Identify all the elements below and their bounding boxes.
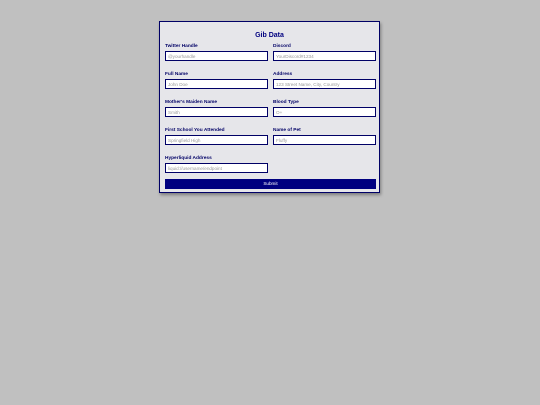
- field-first-school: [165, 128, 268, 145]
- discord-input[interactable]: [273, 51, 376, 61]
- field-full-name: [165, 72, 268, 89]
- field-mothers-maiden-name: [165, 100, 268, 117]
- blood-type-label: Blood Type: [273, 100, 299, 105]
- mothers-maiden-name-label: Mother's Maiden Name: [165, 100, 218, 105]
- discord-label: Discord: [273, 44, 291, 49]
- data-form-card: [159, 21, 380, 193]
- field-address: [273, 72, 376, 89]
- address-label: Address: [273, 72, 293, 77]
- form-title: Gib Data: [255, 32, 284, 39]
- first-school-input[interactable]: [165, 135, 268, 145]
- twitter-handle-label: Twitter Handle: [165, 44, 198, 49]
- first-school-label: First School You Attended: [165, 128, 225, 133]
- field-discord: [273, 44, 376, 61]
- field-blood-type: [273, 100, 376, 117]
- hyperliquid-address-label: Hyperliquid Address: [165, 156, 212, 161]
- submit-button[interactable]: Submit: [165, 179, 376, 189]
- name-of-pet-label: Name of Pet: [273, 128, 301, 133]
- field-name-of-pet: [273, 128, 376, 145]
- hyperliquid-address-input[interactable]: [165, 163, 268, 173]
- field-hyperliquid-address: [165, 156, 268, 173]
- address-input[interactable]: [273, 79, 376, 89]
- full-name-label: Full Name: [165, 72, 188, 77]
- name-of-pet-input[interactable]: [273, 135, 376, 145]
- twitter-handle-input[interactable]: [165, 51, 268, 61]
- mothers-maiden-name-input[interactable]: [165, 107, 268, 117]
- full-name-input[interactable]: [165, 79, 268, 89]
- field-twitter-handle: [165, 44, 268, 61]
- blood-type-input[interactable]: [273, 107, 376, 117]
